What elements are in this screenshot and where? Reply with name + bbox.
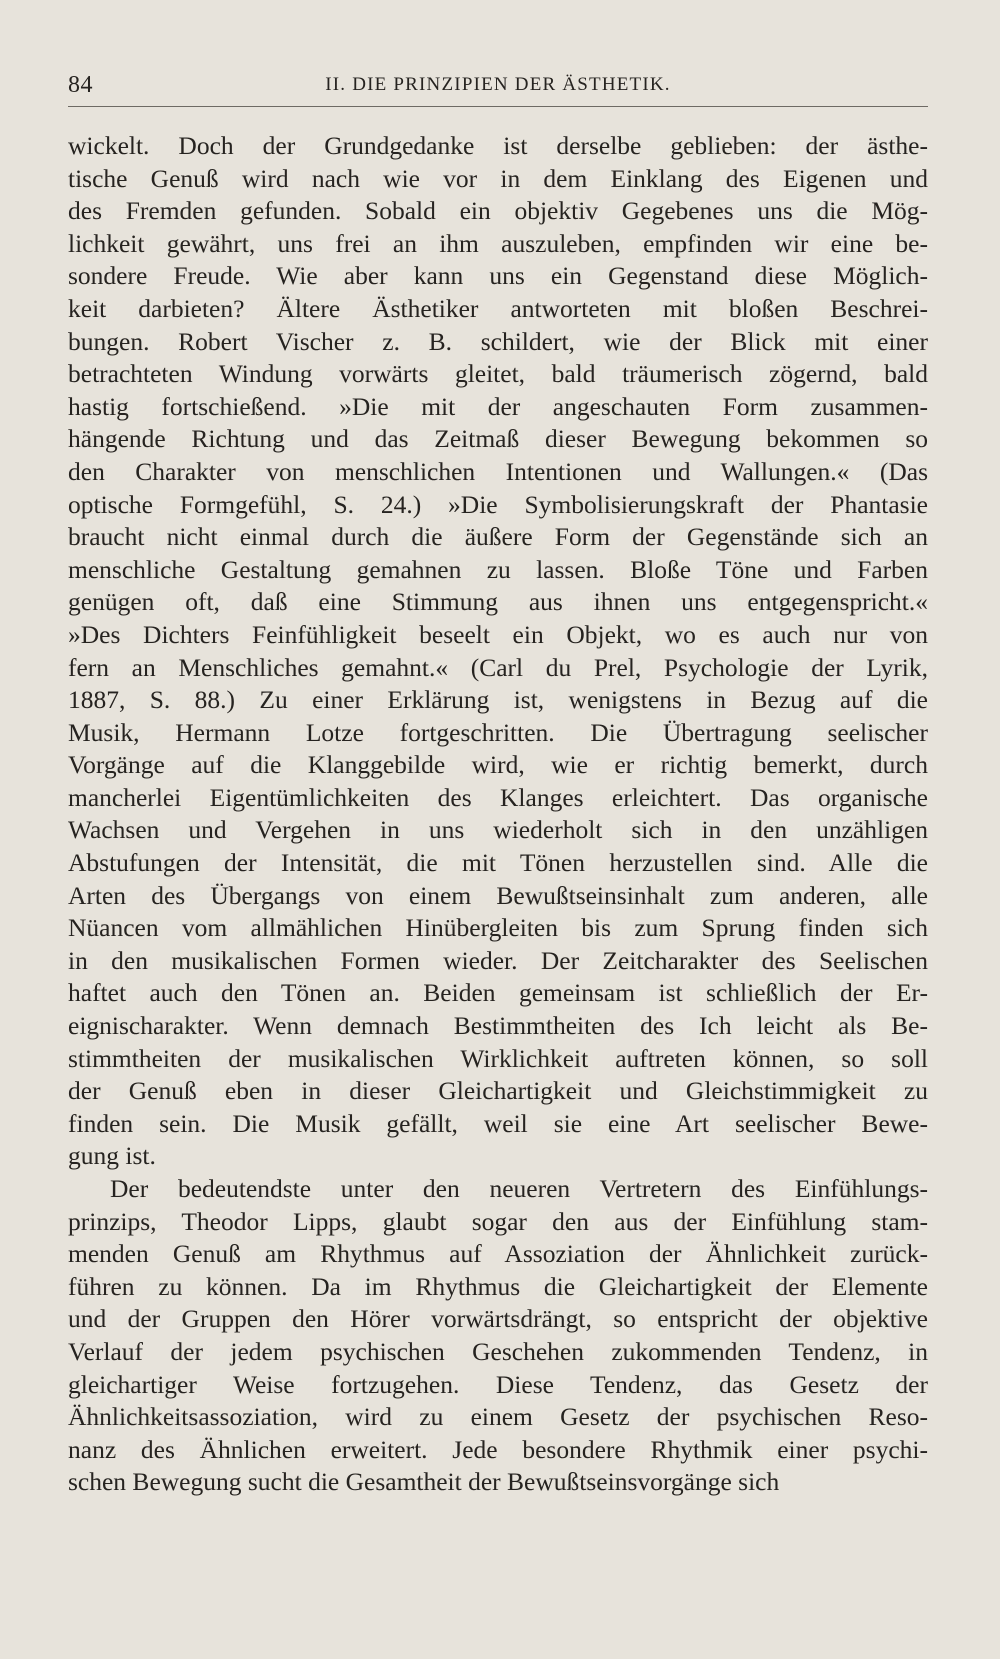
section-title: II. DIE PRINZIPIEN DER ÄSTHETIK. <box>325 74 671 95</box>
text-line: der Genuß eben in dieser Gleichartigkeit und Gleichstimmigkeit zu <box>68 1076 928 1106</box>
page-number: 84 <box>68 72 93 98</box>
text-line: betrachteten Windung vorwärts gleitet, bald träumerisch zögernd, bald <box>68 359 928 389</box>
text-line: Abstufungen der Intensität, die mit Tönen herzustellen sind. Alle die <box>68 848 928 878</box>
text-line: den Charakter von menschlichen Intentionen und Wallungen.« (Das <box>68 456 928 486</box>
text-line: »Des Dichters Feinfühligkeit beseelt ein Objekt, wo es auch nur von <box>68 619 928 649</box>
running-header <box>68 68 928 107</box>
text-line: Ähnlichkeitsassoziation, wird zu einem Gesetz der psychischen Reso- <box>68 1402 928 1432</box>
text-line: gung ist. <box>68 1141 156 1171</box>
text-line: Nüancen vom allmählichen Hinübergleiten bis zum Sprung finden sich <box>68 913 928 943</box>
text-line: keit darbieten? Ältere Ästhetiker antworteten mit bloßen Beschrei- <box>68 293 928 323</box>
text-line: finden sein. Die Musik gefällt, weil sie eine Art seelischer Bewe- <box>68 1108 928 1138</box>
text-line: optische Formgefühl, S. 24.) »Die Symbolisierungskraft der Phantasie <box>68 489 928 519</box>
text-line: bungen. Robert Vischer z. B. schildert, wie der Blick mit einer <box>68 326 928 356</box>
text-line: genügen oft, daß eine Stimmung aus ihnen uns entgegenspricht.« <box>68 587 928 617</box>
text-line: eignischarakter. Wenn demnach Bestimmtheiten des Ich leicht als Be- <box>68 1011 928 1041</box>
text-line: Arten des Übergangs von einem Bewußtseinsinhalt zum anderen, alle <box>68 880 928 910</box>
text-line: Musik, Hermann Lotze fortgeschritten. Die Übertragung seelischer <box>68 717 928 747</box>
text-line: hastig fortschießend. »Die mit der angeschauten Form zusammen- <box>68 391 928 421</box>
text-line: schen Bewegung sucht die Gesamtheit der Bewußtseinsvorgänge sich <box>68 1467 780 1497</box>
text-line: nanz des Ähnlichen erweitert. Jede besondere Rhythmik einer psychi- <box>68 1434 928 1464</box>
body-text <box>68 130 928 1499</box>
text-line: tische Genuß wird nach wie vor in dem Einklang des Eigenen und <box>68 163 928 193</box>
text-line: des Fremden gefunden. Sobald ein objektiv Gegebenes uns die Mög- <box>68 196 928 226</box>
text-line: stimmtheiten der musikalischen Wirklichkeit auftreten können, so soll <box>68 1043 928 1073</box>
text-line: menschliche Gestaltung gemahnen zu lassen. Bloße Töne und Farben <box>68 554 928 584</box>
text-line: 1887, S. 88.) Zu einer Erklärung ist, wenigstens in Bezug auf die <box>68 685 928 715</box>
paragraph <box>68 1173 928 1499</box>
text-line: lichkeit gewährt, uns frei an ihm auszuleben, empfinden wir eine be- <box>68 228 928 258</box>
text-line: und der Gruppen den Hörer vorwärtsdrängt, so entspricht der objektive <box>68 1304 928 1334</box>
text-line: mancherlei Eigentümlichkeiten des Klanges erleichtert. Das organische <box>68 782 928 812</box>
text-line: fern an Menschliches gemahnt.« (Carl du Prel, Psychologie der Lyrik, <box>68 652 928 682</box>
text-line: haftet auch den Tönen an. Beiden gemeinsam ist schließlich der Er- <box>68 978 928 1008</box>
text-line: menden Genuß am Rhythmus auf Assoziation der Ähnlichkeit zurück- <box>68 1239 928 1269</box>
text-line: Der bedeutendste unter den neueren Vertretern des Einfühlungs- <box>110 1174 928 1203</box>
text-line: Verlauf der jedem psychischen Geschehen zukommenden Tendenz, in <box>68 1336 928 1366</box>
text-line: Wachsen und Vergehen in uns wiederholt sich in den unzähligen <box>68 815 928 845</box>
text-line: hängende Richtung und das Zeitmaß dieser Bewegung bekommen so <box>68 424 928 454</box>
text-line: führen zu können. Da im Rhythmus die Gleichartigkeit der Elemente <box>68 1271 928 1301</box>
paragraph <box>68 130 928 1173</box>
text-line: Vorgänge auf die Klanggebilde wird, wie er richtig bemerkt, durch <box>68 750 928 780</box>
text-line: in den musikalischen Formen wieder. Der Zeitcharakter des Seelischen <box>68 945 928 975</box>
text-line: sondere Freude. Wie aber kann uns ein Gegenstand diese Möglich- <box>68 261 928 291</box>
text-line: prinzips, Theodor Lipps, glaubt sogar den aus der Einfühlung stam- <box>68 1206 928 1236</box>
text-line: gleichartiger Weise fortzugehen. Diese Tendenz, das Gesetz der <box>68 1369 928 1399</box>
text-line: wickelt. Doch der Grundgedanke ist derselbe geblieben: der ästhe- <box>68 131 928 160</box>
text-line: braucht nicht einmal durch die äußere Form der Gegenstände sich an <box>68 522 928 552</box>
